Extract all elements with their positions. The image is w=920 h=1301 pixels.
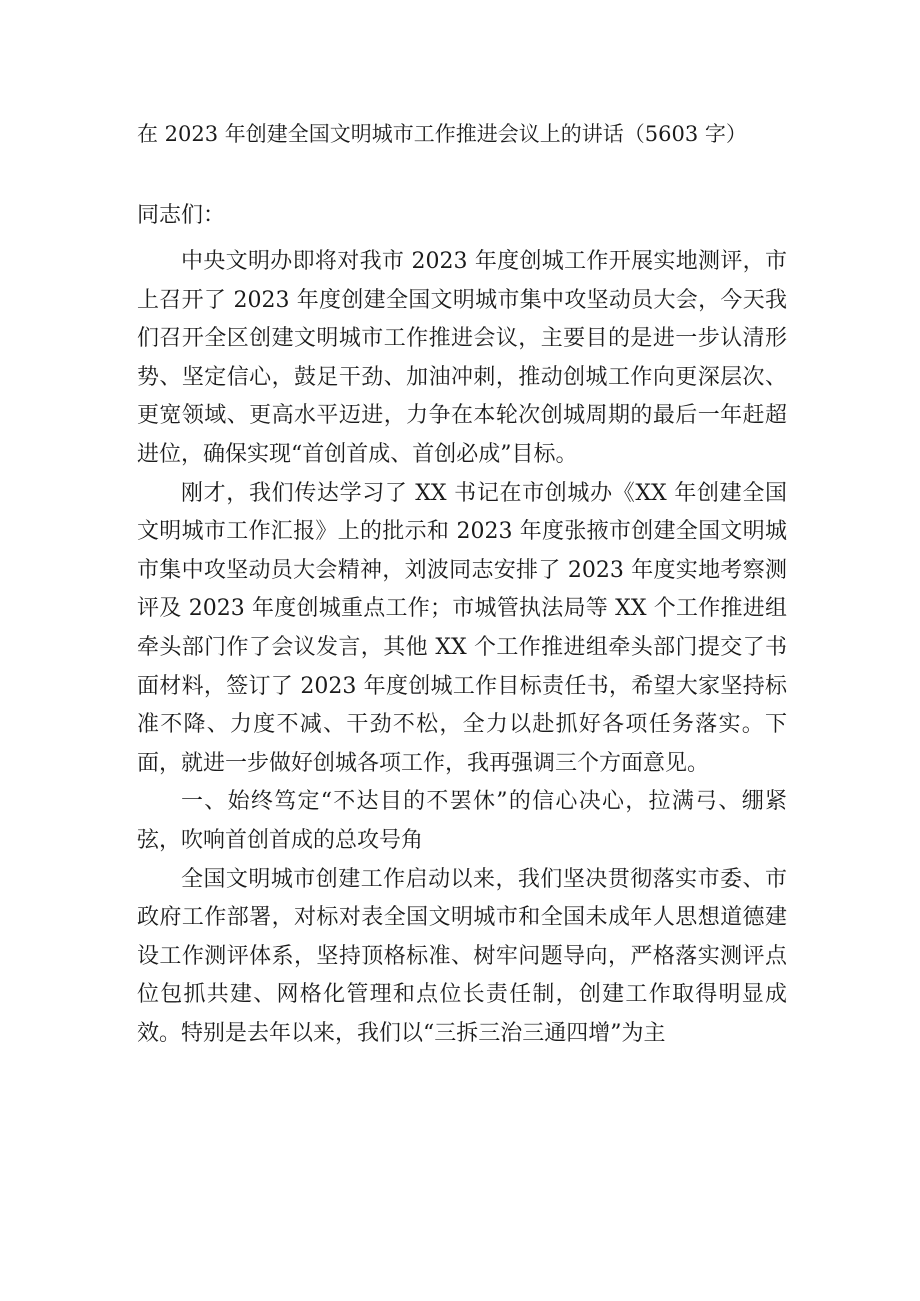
document-body [137, 243, 787, 1053]
document-title: 在 2023 年创建全国文明城市工作推进会议上的讲话（5603 字） [137, 122, 747, 146]
paragraph-intro: 中央文明办即将对我市 2023 年度创城工作开展实地测评，市上召开了 2023 年度创建全国文明城市集中攻坚动员大会，今天我们召开全区创建文明城市工作推进会议，主要目的是进一步认清形势、坚定信心，鼓足干劲、加油冲刺，推动创城工作向更深层次、更宽领域、更高水平迈进，力争在本轮次创城周期的最后一年赶超进位，确保实现“首创首成、首创必成”目标。 [137, 249, 787, 467]
paragraph-recap: 刚才，我们传达学习了 XX 书记在市创城办《XX 年创建全国文明城市工作汇报》上的批示和 2023 年度张掖市创建全国文明城市集中攻坚动员大会精神，刘波同志安排了 2023 年度实地考察测评及 2023 年度创城重点工作；市城管执法局等 XX 个工作推进组牵头部门作了会议发言，其他 XX 个工作推进组牵头部门提交了书面材料，签订了 2023 年度创城工作目标责任书，希望大家坚持标准不降、力度不减、干劲不松，全力以赴抓好各项任务落实。下面，就进一步做好创城各项工作，我再强调三个方面意见。 [137, 480, 787, 776]
section-heading-one: 一、始终笃定“不达目的不罢休”的信心决心，拉满弓、绷紧弦，吹响首创首成的总攻号角 [137, 789, 787, 853]
salutation: 同志们： [137, 203, 226, 228]
paragraph-achievements: 全国文明城市创建工作启动以来，我们坚决贯彻落实市委、市政府工作部署，对标对表全国文明城市和全国未成年人思想道德建设工作测评体系，坚持顶格标准、树牢问题导向，严格落实测评点位包抓共建、网格化管理和点位长责任制，创建工作取得明显成效。特别是去年以来，我们以“三拆三治三通四增”为主 [137, 866, 787, 1046]
